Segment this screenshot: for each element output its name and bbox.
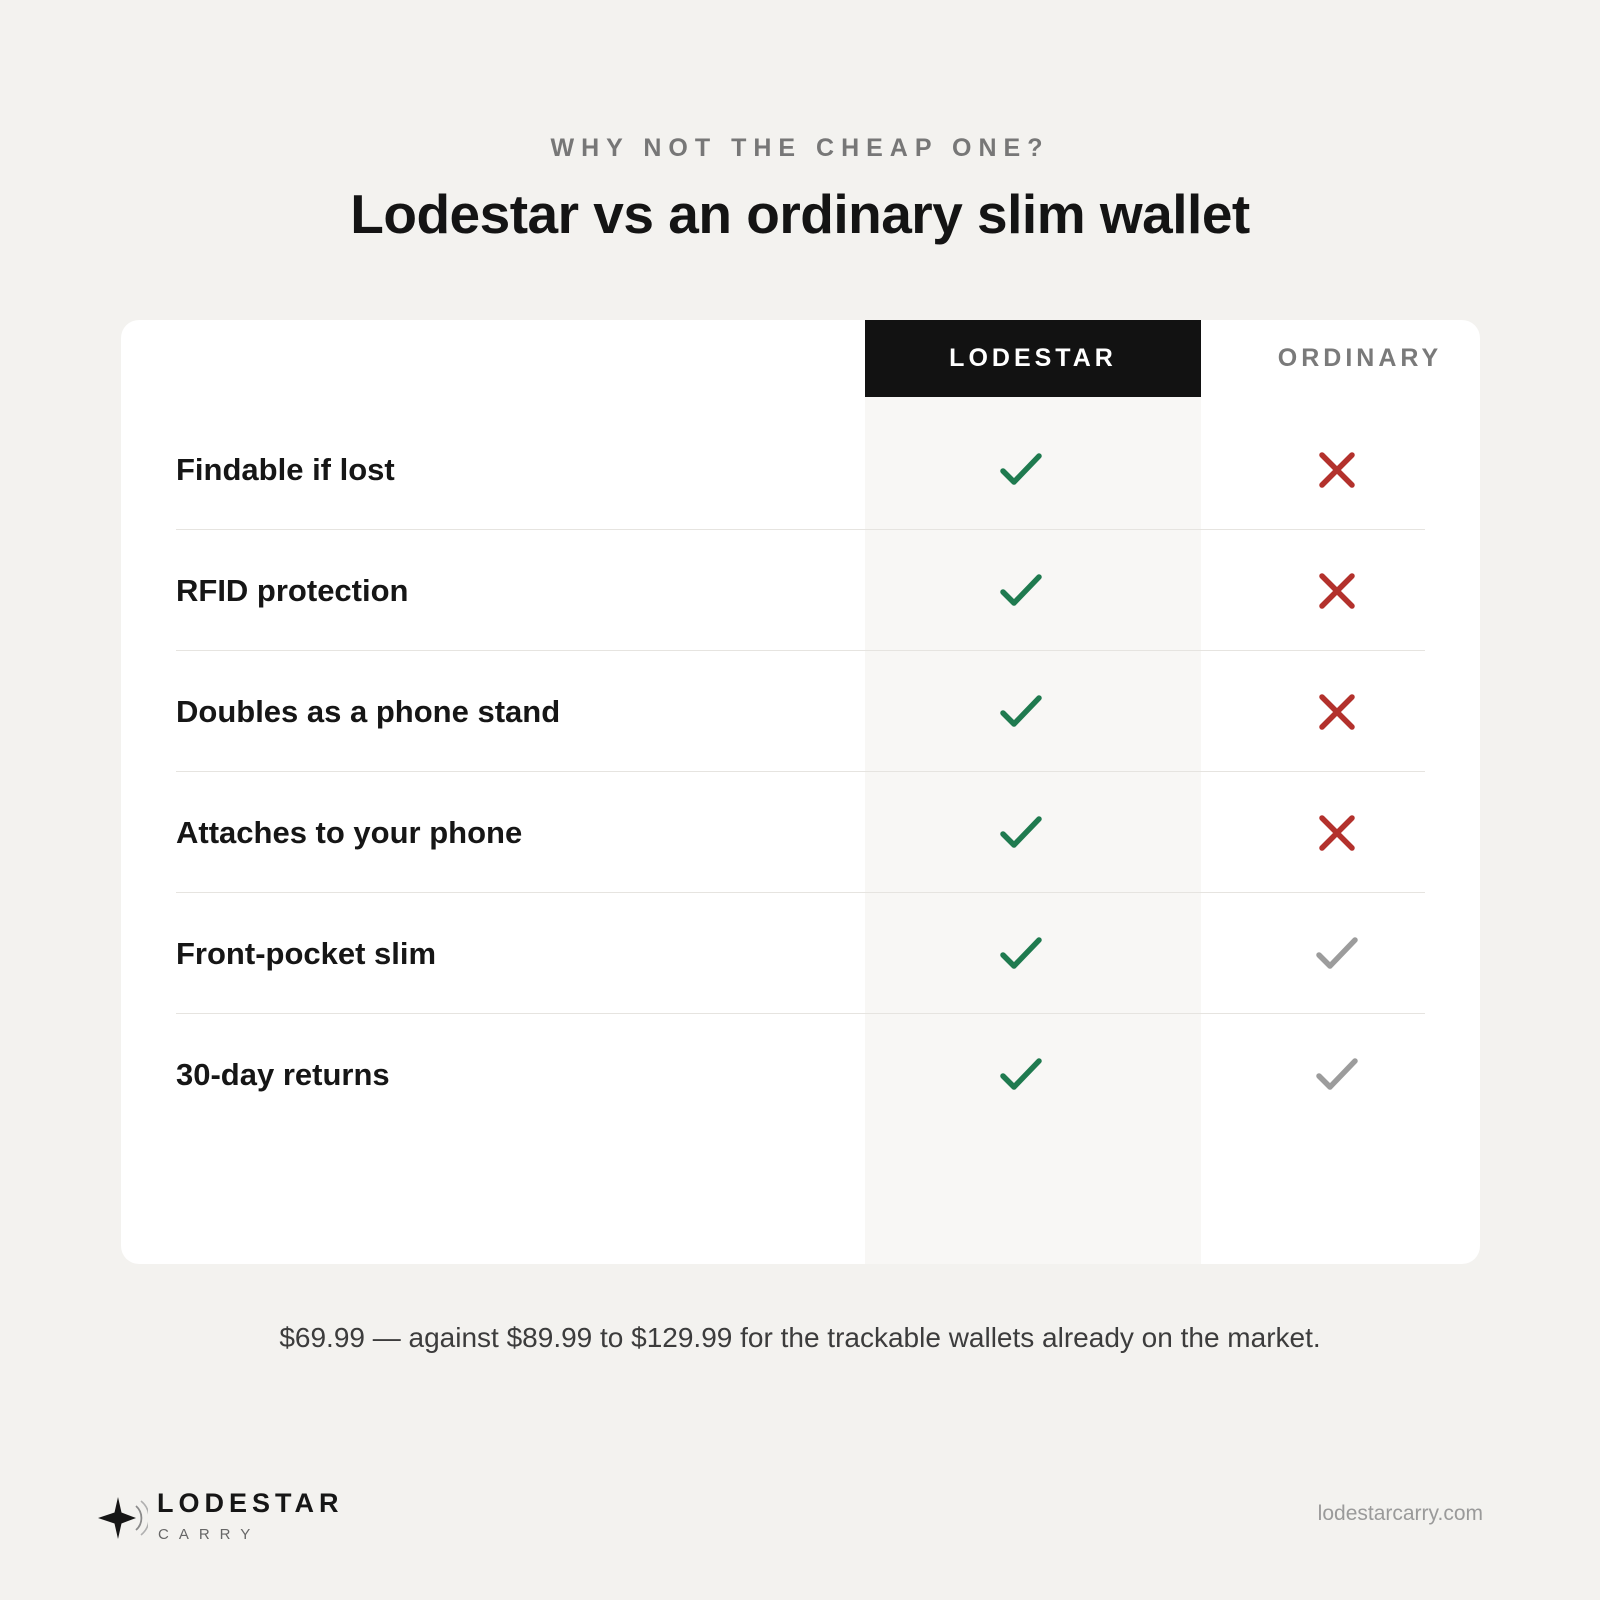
brand-subtitle: CARRY <box>158 1526 261 1543</box>
table-row <box>176 1014 1425 1135</box>
comparison-table <box>121 320 1480 1264</box>
feature-label: 30-day returns <box>176 1057 390 1092</box>
brand-name: LODESTAR <box>157 1488 344 1518</box>
four-point-star-signal-icon <box>96 1495 148 1541</box>
eyebrow: WHY NOT THE CHEAP ONE? <box>550 134 1050 162</box>
table-row <box>176 530 1425 651</box>
price-footnote: $69.99 — against $89.99 to $129.99 for the trackable wallets already on the market. <box>279 1322 1321 1353</box>
table-row <box>176 409 1425 530</box>
feature-label: Doubles as a phone stand <box>176 694 561 729</box>
feature-label: Attaches to your phone <box>176 815 523 850</box>
check-muted-icon <box>1315 932 1359 976</box>
feature-label: Findable if lost <box>176 452 395 487</box>
column-header-ordinary: ORDINARY <box>1277 344 1443 372</box>
website-url: lodestarcarry.com <box>1317 1502 1483 1525</box>
check-icon <box>999 448 1043 492</box>
cross-icon <box>1315 690 1359 734</box>
check-icon <box>999 690 1043 734</box>
table-row <box>176 772 1425 893</box>
check-muted-icon <box>1315 1053 1359 1097</box>
brand-logo <box>96 1486 356 1546</box>
feature-label: Front-pocket slim <box>176 936 437 971</box>
cross-icon <box>1315 811 1359 855</box>
check-icon <box>999 569 1043 613</box>
table-row <box>176 893 1425 1014</box>
page-title: Lodestar vs an ordinary slim wallet <box>350 183 1250 245</box>
check-icon <box>999 1053 1043 1097</box>
cross-icon <box>1315 448 1359 492</box>
table-row <box>176 651 1425 772</box>
column-header-lodestar: LODESTAR <box>865 320 1201 397</box>
check-icon <box>999 811 1043 855</box>
cross-icon <box>1315 569 1359 613</box>
feature-label: RFID protection <box>176 573 409 608</box>
check-icon <box>999 932 1043 976</box>
